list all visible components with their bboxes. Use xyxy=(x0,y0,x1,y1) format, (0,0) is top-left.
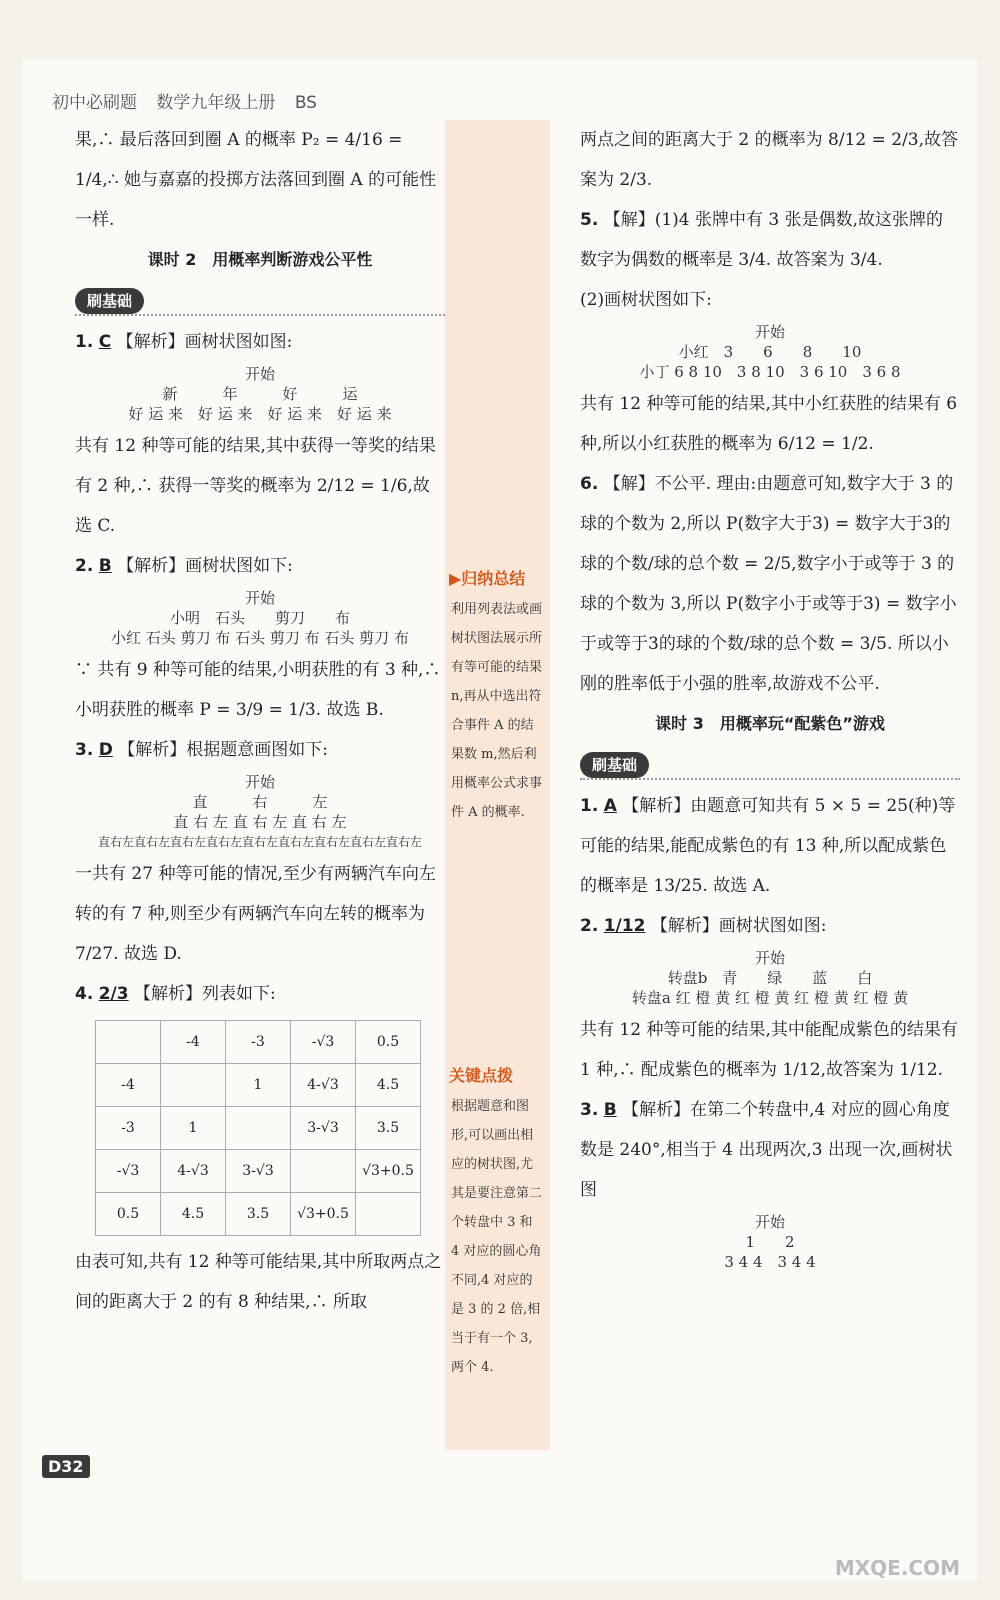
table-cell: 3-√3 xyxy=(226,1150,291,1193)
question-6: 6. 【解】不公平. 理由:由题意可知,数字大于 3 的球的个数为 2,所以 P(数字大于3) = 数字大于3的球的个数/球的总个数 = 2/5,数字小于或等于 3 的球的个数为 3,所以 P(数字小于或等于3) = 数字小于或等于3的球的个数/球的总个数 = 3/5. 所以小刚的胜率低于小强的胜率,故游戏不公平. xyxy=(580,474,957,694)
table-row xyxy=(96,1021,421,1064)
table-cell xyxy=(96,1021,161,1064)
table-cell: 4-√3 xyxy=(161,1150,226,1193)
watermark: MXQE.COM xyxy=(834,1556,960,1580)
section-tag: 刷基础 xyxy=(75,288,144,314)
table-cell: 3.5 xyxy=(356,1107,421,1150)
left-column xyxy=(75,120,445,1322)
question-5: 5. 【解】(1)4 张牌中有 3 张是偶数,故这张牌的数字为偶数的概率是 3/4. 故答案为 3/4. (2)画树状图如下: 开始 小红 3 6 8 10 小丁 6 8 10 3 8 10 3 6 10 3 6 8 共有 12 种等可能的结果,其中小红获胜的结果有 6 种,所以小红获胜的概率为 6/12 = 1/2. xyxy=(580,200,960,464)
tree-diagram: 开始 小红 3 6 8 10 小丁 6 8 10 3 8 10 3 6 10 3 6 8 xyxy=(639,323,901,381)
table-cell: 1 xyxy=(226,1064,291,1107)
table-row xyxy=(96,1064,421,1107)
sidebar-notes xyxy=(445,120,550,1450)
question-2: 2. B 【解析】画树状图如下: 开始 小明 石头 剪刀 布 小红 石头 剪刀 布 石头 剪刀 布 石头 剪刀 布 ∵ 共有 9 种等可能的结果,小明获胜的有 3 种,∴ 小明获胜的概率 P = 3/9 = 1/3. 故选 B. xyxy=(75,546,445,730)
tip-body: 根据题意和图形,可以画出相应的树状图,尤其是要注意第二个转盘中 3 和 4 对应的圆心角不同,4 对应的是 3 的 2 倍,相当于有一个 3,两个 4. xyxy=(451,1099,543,1375)
tree-diagram: 开始 转盘b 青 绿 蓝 白 转盘a 红 橙 黄 红 橙 黄 红 橙 黄 红 橙 黄 xyxy=(631,949,909,1007)
table-cell: -√3 xyxy=(291,1021,356,1064)
tip-title: 关键点拨 xyxy=(449,1066,514,1085)
table-cell: -√3 xyxy=(96,1150,161,1193)
table-cell: 4.5 xyxy=(161,1193,226,1236)
table-cell: √3+0.5 xyxy=(356,1150,421,1193)
question-r1: 1. A 【解析】由题意可知共有 5 × 5 = 25(种)等可能的结果,能配成紫色的有 13 种,所以配成紫色的概率是 13/25. 故选 A. xyxy=(580,796,956,896)
tree-diagram: 开始 小明 石头 剪刀 布 小红 石头 剪刀 布 石头 剪刀 布 石头 剪刀 布 xyxy=(111,589,409,647)
tree-diagram: 开始 新 年 好 运 好 运 来 好 运 来 好 运 来 好 运 来 xyxy=(128,365,392,423)
tree-diagram: 开始 直 右 左 直 右 左 直 右 左 直 右 左 直右左直右左直右左直右左直右左直右左直右左直右左直右左 xyxy=(97,773,422,849)
table-cell: 4.5 xyxy=(356,1064,421,1107)
question-4: 4. 2/3 【解析】列表如下: -4 -3 -√3 0.5 -4 1 4-√3 4.5 -3 1 3-√3 3.5 -√3 4-√3 3-√3 √3+0.5 0.5 4.5 3.5 √3+0.5 由表可知,共有 12 种等可能结果,其中所取两点之间的距离大于 2 的有 8 种结果,∴ 所取 xyxy=(75,984,442,1312)
question-r3: 3. B 【解析】在第二个转盘中,4 对应的圆心角度数是 240°,相当于 4 出现两次,3 出现一次,画树状图 开始 1 2 3 4 4 3 4 4 xyxy=(580,1090,960,1272)
table-row xyxy=(96,1150,421,1193)
probability-table xyxy=(95,1020,421,1236)
table-row xyxy=(96,1107,421,1150)
table-cell: -4 xyxy=(161,1021,226,1064)
summary-body: 利用列表法或画树状图法展示所有等可能的结果 n,再从中选出符合事件 A 的结果数 m,然后利用概率公式求事件 A 的概率. xyxy=(451,602,543,820)
subject-title: 数学九年级上册 xyxy=(156,93,276,113)
lesson-title: 课时 2 用概率判断游戏公平性 xyxy=(147,250,373,269)
right-column xyxy=(580,120,960,1274)
intro-text: 果,∴ 最后落回到圈 A 的概率 P₂ = 4/16 = 1/4,∴ 她与嘉嘉的投掷方法落回到圈 A 的可能性一样. xyxy=(75,130,437,230)
table-cell: 3.5 xyxy=(226,1193,291,1236)
table-cell: -3 xyxy=(96,1107,161,1150)
question-1: 1. C 【解析】画树状图如图: 开始 新 年 好 运 好 运 来 好 运 来 好 运 来 好 运 来 共有 12 种等可能的结果,其中获得一等奖的结果有 2 种,∴ 获得一等奖的概率为 2/12 = 1/6,故选 C. xyxy=(75,322,445,546)
table-cell xyxy=(356,1193,421,1236)
summary-title: ▶归纳总结 xyxy=(449,569,526,588)
edition: BS xyxy=(294,93,317,113)
table-cell: 0.5 xyxy=(356,1021,421,1064)
question-3: 3. D 【解析】根据题意画图如下: 开始 直 右 左 直 右 左 直 右 左 直 右 左 直右左直右左直右左直右左直右左直右左直右左直右左直右左 一共有 27 种等可能的情况,至少有两辆汽车向左转的有 7 种,则至少有两辆汽车向左转的概率为 7/27. 故选 D. xyxy=(75,730,445,974)
table-cell: 3-√3 xyxy=(291,1107,356,1150)
table-cell xyxy=(291,1150,356,1193)
table-row xyxy=(96,1193,421,1236)
question-r2: 2. 1/12 【解析】画树状图如图: 开始 转盘b 青 绿 蓝 白 转盘a 红 橙 黄 红 橙 黄 红 橙 黄 红 橙 黄 共有 12 种等可能的结果,其中能配成紫色的结果有 1 种,∴ 配成紫色的概率为 1/12,故答案为 1/12. xyxy=(580,906,960,1090)
page-header xyxy=(52,88,331,113)
page-number: D32 xyxy=(42,1455,90,1478)
table-cell xyxy=(226,1107,291,1150)
series-title: 初中必刷题 xyxy=(52,93,137,113)
table-cell: 0.5 xyxy=(96,1193,161,1236)
intro-text: 两点之间的距离大于 2 的概率为 8/12 = 2/3,故答案为 2/3. xyxy=(580,130,959,190)
table-cell: -4 xyxy=(96,1064,161,1107)
table-cell xyxy=(161,1064,226,1107)
section-tag: 刷基础 xyxy=(580,752,649,778)
table-cell: -3 xyxy=(226,1021,291,1064)
table-cell: √3+0.5 xyxy=(291,1193,356,1236)
table-cell: 4-√3 xyxy=(291,1064,356,1107)
table-cell: 1 xyxy=(161,1107,226,1150)
tree-diagram: 开始 1 2 3 4 4 3 4 4 xyxy=(724,1213,816,1271)
lesson-title: 课时 3 用概率玩“配紫色”游戏 xyxy=(655,714,885,733)
